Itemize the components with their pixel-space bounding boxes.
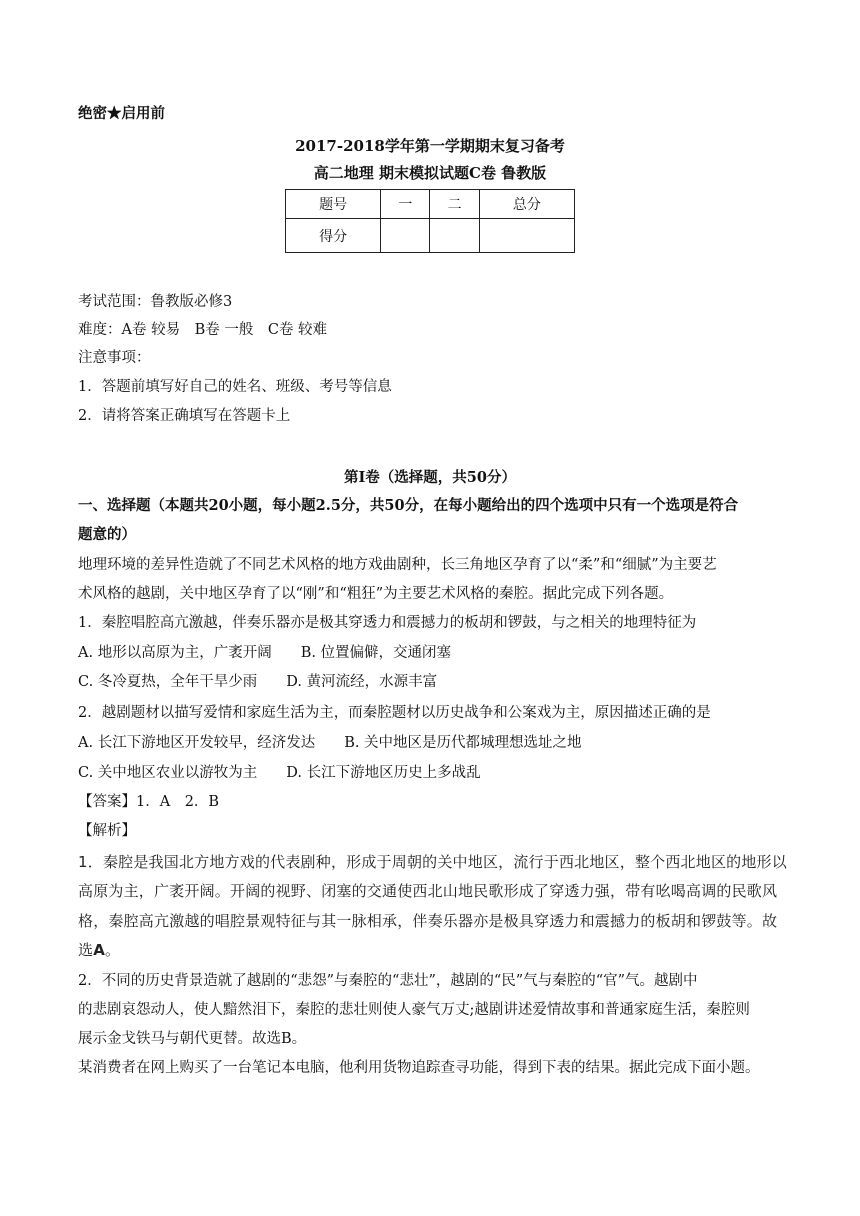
- question-options: A. 地形以高原为主，广袤开阔 B. 位置偏僻，交通闭塞: [78, 645, 452, 661]
- passage-text: 地理环境的差异性造就了不同艺术风格的地方戏曲剧种，长三角地区孕育了以“柔”和“细腻”为主要艺: [78, 557, 717, 573]
- answer-line: 【答案】1．A 2．B: [78, 794, 220, 810]
- section-title: 第Ⅰ卷（选择题，共50分）: [344, 469, 516, 486]
- question-options: A. 长江下游地区开发较早，经济发达 B. 关中地区是历代都城理想选址之地: [78, 735, 582, 751]
- analysis-answer-letter: A: [93, 941, 106, 959]
- question-options: C. 关中地区农业以游牧为主 D. 长江下游地区历史上多战乱: [78, 765, 481, 781]
- exam-title: 2017-2018学年第一学期期末复习备考: [295, 137, 565, 155]
- passage-text: 某消费者在网上购买了一台笔记本电脑，他利用货物追踪查寻功能，得到下表的结果。据此完成下面小题。: [78, 1060, 760, 1076]
- note-item: 1．答题前填写好自己的姓名、班级、考号等信息: [78, 379, 392, 395]
- score-header-cell: 一: [381, 190, 430, 219]
- score-header-cell: 题号: [286, 190, 381, 219]
- section-heading: 题意的）: [78, 526, 136, 543]
- score-cell: [381, 219, 430, 253]
- notes-title: 注意事项：: [78, 350, 151, 366]
- exam-scope: 考试范围：鲁教版必修3: [78, 294, 233, 310]
- section-heading: 一、选择题（本题共20小题，每小题2.5分，共50分，在每小题给出的四个选项中只有一个选项是符合: [78, 497, 739, 514]
- score-header-cell: 二: [430, 190, 479, 219]
- question-stem: 1．秦腔唱腔高亢激越，伴奏乐器亦是极其穿透力和震撼力的板胡和锣鼓，与之相关的地理特征为: [78, 615, 697, 631]
- analysis-text-suffix: 。: [105, 941, 121, 959]
- question-options: C. 冬冷夏热，全年干旱少雨 D. 黄河流经，水源丰富: [78, 674, 438, 690]
- analysis-text: 高原为主，广袤开阔。开阔的视野、闭塞的交通使西北山地民歌形成了穿透力强，带有吆喝高调的民歌风: [78, 882, 778, 900]
- score-header-cell: 总分: [479, 190, 574, 219]
- score-table: [285, 189, 575, 253]
- analysis-text: 1．秦腔是我国北方地方戏的代表剧种，形成于周朝的关中地区，流行于西北地区，整个西北地区的地形以: [78, 853, 787, 871]
- note-item: 2．请将答案正确填写在答题卡上: [78, 408, 291, 424]
- analysis-text: 的悲剧哀怨动人，使人黯然泪下，秦腔的悲壮则使人豪气万丈;越剧讲述爱情故事和普通家庭生活，秦腔则: [78, 1002, 750, 1018]
- score-table-header-row: [286, 190, 575, 219]
- analysis-text: 展示金戈铁马与朝代更替。故选B。: [78, 1031, 307, 1047]
- score-table-row: [286, 219, 575, 253]
- analysis-title: 【解析】: [78, 823, 136, 839]
- exam-difficulty: 难度：A卷 较易 B卷 一般 C卷 较难: [78, 322, 328, 338]
- analysis-text-prefix: 选: [78, 941, 94, 959]
- question-stem: 2．越剧题材以描写爱情和家庭生活为主，而秦腔题材以历史战争和公案戏为主，原因描述正确的是: [78, 705, 711, 721]
- analysis-text: [78, 940, 790, 960]
- score-row-label: 得分: [286, 219, 381, 253]
- score-cell: [430, 219, 479, 253]
- exam-subtitle: 高二地理 期末模拟试题C卷 鲁教版: [313, 164, 547, 182]
- secret-label: 绝密★启用前: [78, 105, 165, 122]
- score-cell: [479, 219, 574, 253]
- analysis-text: 格，秦腔高亢激越的唱腔景观特征与其一脉相承，伴奏乐器亦是极具穿透力和震撼力的板胡和锣鼓等。故: [78, 912, 778, 930]
- passage-text: 术风格的越剧，关中地区孕育了以“刚”和“粗狂”为主要艺术风格的秦腔。据此完成下列各题。: [78, 586, 674, 602]
- analysis-text: 2．不同的历史背景造就了越剧的“悲怨”与秦腔的“悲壮”，越剧的“民”气与秦腔的“官”气。越剧中: [78, 973, 698, 989]
